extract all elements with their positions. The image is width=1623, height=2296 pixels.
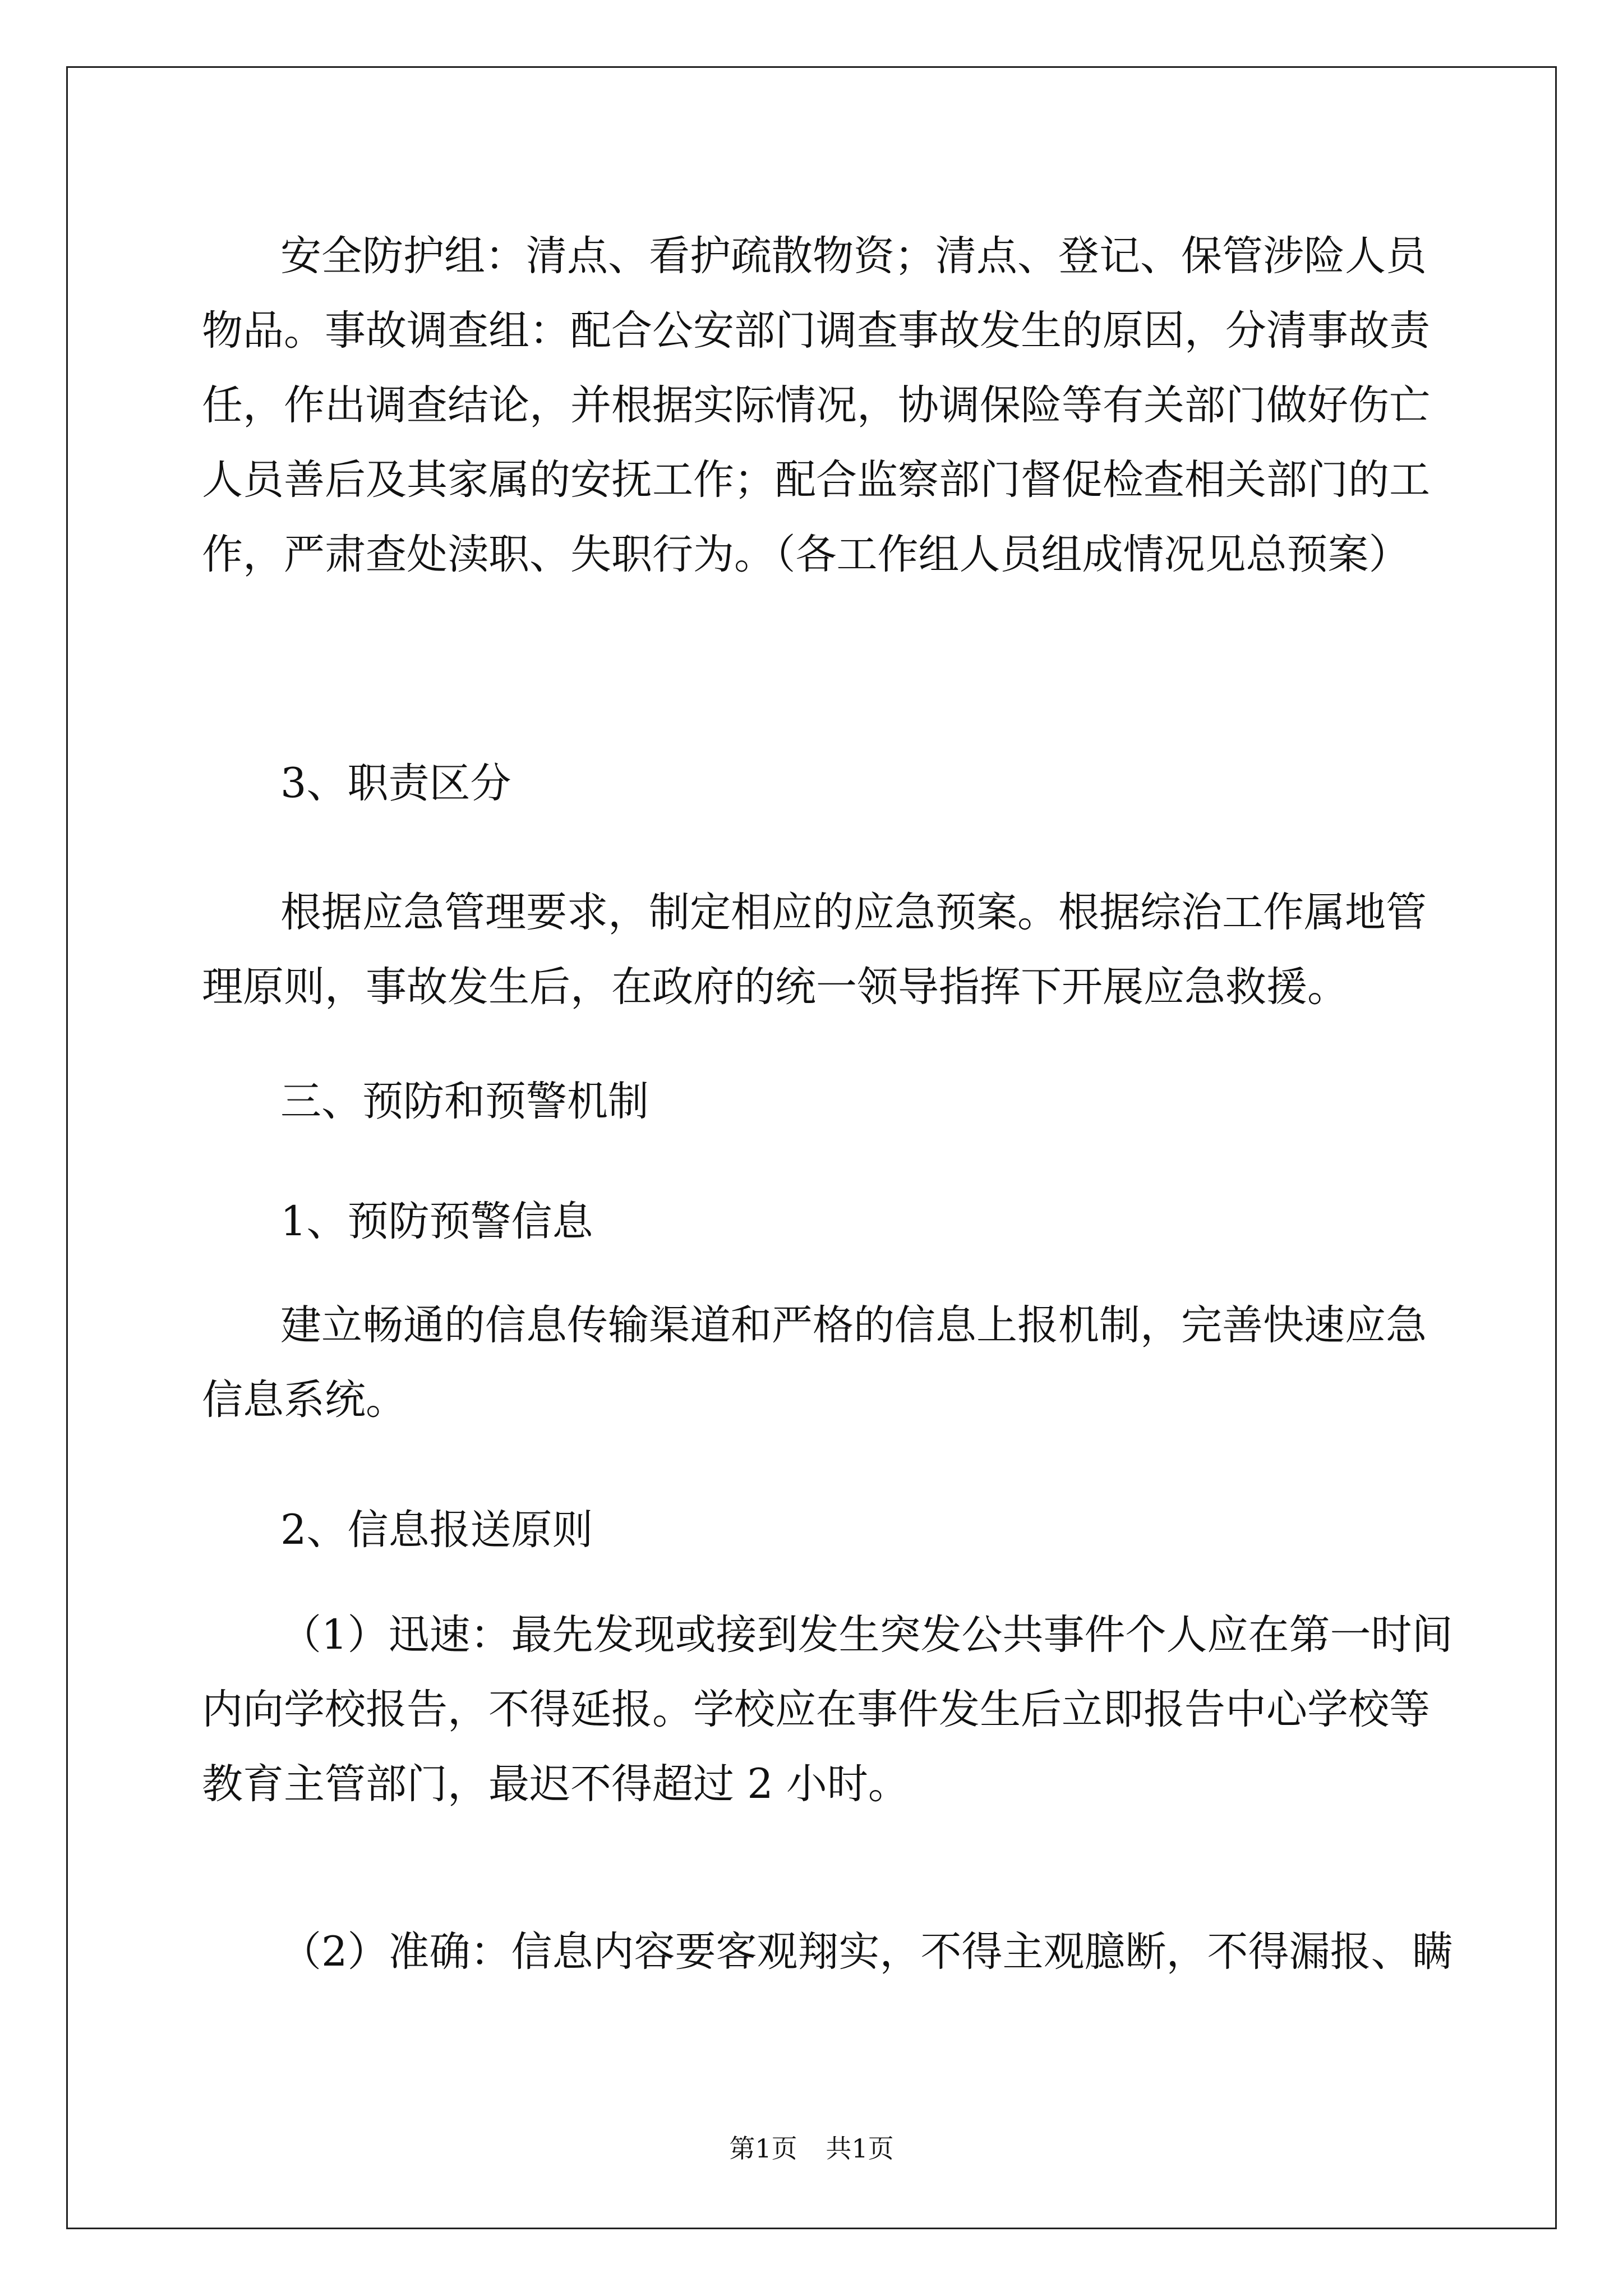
paragraph-line: 理原则，事故发生后，在政府的统一领导指挥下开展应急救援。 <box>202 963 1348 1011</box>
paragraph-line: 安全防护组：清点、看护疏散物资；清点、登记、保管涉险人员 <box>280 232 1427 280</box>
paragraph-line: 人员善后及其家属的安抚工作；配合监察部门督促检查相关部门的工 <box>202 456 1430 504</box>
paragraph-line: 作，严肃查处渎职、失职行为。（各工作组人员组成情况见总预案） <box>202 531 1410 578</box>
paragraph-line: 建立畅通的信息传输渠道和严格的信息上报机制，完善快速应急 <box>280 1301 1427 1349</box>
section-heading: 2、信息报送原则 <box>280 1506 593 1554</box>
paragraph-line: 内向学校报告，不得延报。学校应在事件发生后立即报告中心学校等 <box>202 1686 1430 1733</box>
page-total: 共1页 <box>826 2133 894 2164</box>
paragraph-line: 信息系统。 <box>202 1376 407 1424</box>
section-heading: 三、预防和预警机制 <box>280 1078 649 1125</box>
paragraph-line: （1）迅速：最先发现或接到发生突发公共事件个人应在第一时间 <box>280 1611 1453 1659</box>
paragraph-line: 根据应急管理要求，制定相应的应急预案。根据综治工作属地管 <box>280 889 1427 936</box>
section-heading: 1、预防预警信息 <box>280 1198 593 1245</box>
page-number: 第1页 <box>729 2133 797 2164</box>
paragraph-line: 任，作出调查结论，并根据实际情况，协调保险等有关部门做好伤亡 <box>202 381 1430 429</box>
paragraph-line: （2）准确：信息内容要客观翔实，不得主观臆断，不得漏报、瞒 <box>280 1928 1453 1976</box>
section-heading: 3、职责区分 <box>280 760 511 807</box>
paragraph-line: 教育主管部门，最迟不得超过 2 小时。 <box>202 1760 909 1808</box>
page-footer <box>0 2132 1623 2165</box>
paragraph-line: 物品。事故调查组：配合公安部门调查事故发生的原因，分清事故责 <box>202 307 1430 355</box>
